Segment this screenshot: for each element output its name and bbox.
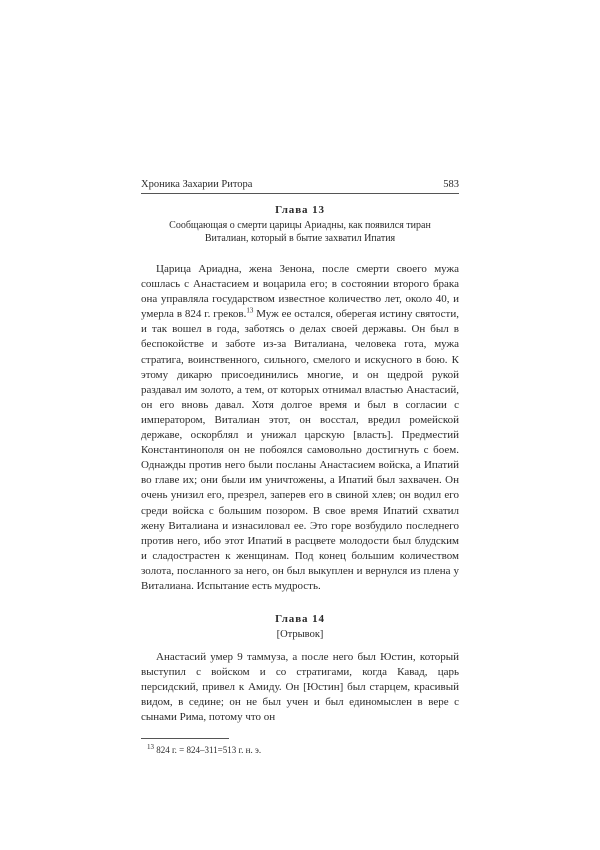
footnote-marker: 13 (147, 742, 154, 751)
book-title: Хроника Захарии Ритора (141, 179, 253, 190)
footnote-text: 824 г. = 824–311=513 г. н. э. (154, 744, 262, 755)
chapter-14-paragraph: Анастасий умер 9 таммуза, а после него был Юстин, который выступил с войском и со стратигами, когда Кавад, царь персидский, привел к Амиду. Он [Юстин] был старцем, красивый видом, в сединe; он не был учен и был единомыслен в вере с сынами Рима, потому что он (141, 651, 459, 724)
footnote-reference: 13 (246, 306, 254, 315)
chapter-13-paragraph (141, 262, 459, 594)
chapter-14-subtitle: [Отрывок] (276, 629, 324, 641)
chapter-13-subtitle: Сообщающая о смерти царицы Ариадны, как появился тиран Виталиан, который в бытие захватил Ипатия (169, 220, 431, 244)
chapter-14-heading: Глава 14 (275, 613, 325, 626)
paragraph-text-rest: Муж ее остался, оберегая истину святости, и так вошел в года, заботясь о делах своей державы. Он был в беспокойстве и заботе из-за Виталиана, человека гота, мужа стратига, воинственного, сильного, смелого и искусного в бою. К этому дикарю присоединились многие, и он щедрой рукой раздавал им золото, а тем, от которых отнимал властью Анастасий, он его вновь давал. Хотя долгое время и был в согласии с императором, Виталиан этот, он восстал, вредил ромейской державе, оскорблял и унижал царскую [власть]. Предместий Константинополя он не побоялся самовольно достигнуть с боем. Однажды против него были посланы Анастасием войска, а Ипатий во главе их; они были им уничтожены, а Ипатий был захвачен. Он очень унизил его, презрел, заперев его в свиной хлев; он водил его среди войска с большим позором. В свое время Ипатий схватил жену Виталиана и изнасиловал ее. Это горе возбудило последнего против него, ибо этот Ипатий в расцвете молодости был блудским и сладострастен к женщинам. Под конец большим количеством золота, посланного за него, он был выкуплен и вернулся из плена у Виталиана. Испытание есть мудрость. (141, 308, 459, 592)
footnote-divider (141, 738, 229, 739)
paragraph-text-start: Царица Ариадна, жена Зенона, после смерти своего мужа сошлась с Анастасием и воцарила его; в состоянии второго брака она управляла государством известное количество лет, около 40, и умерла в 824 г. греков. (141, 263, 459, 321)
chapter-13-heading: Глава 13 (275, 204, 325, 216)
running-header (141, 178, 459, 194)
page-number: 583 (443, 179, 459, 190)
footnote (141, 744, 459, 756)
document-page (141, 178, 459, 756)
